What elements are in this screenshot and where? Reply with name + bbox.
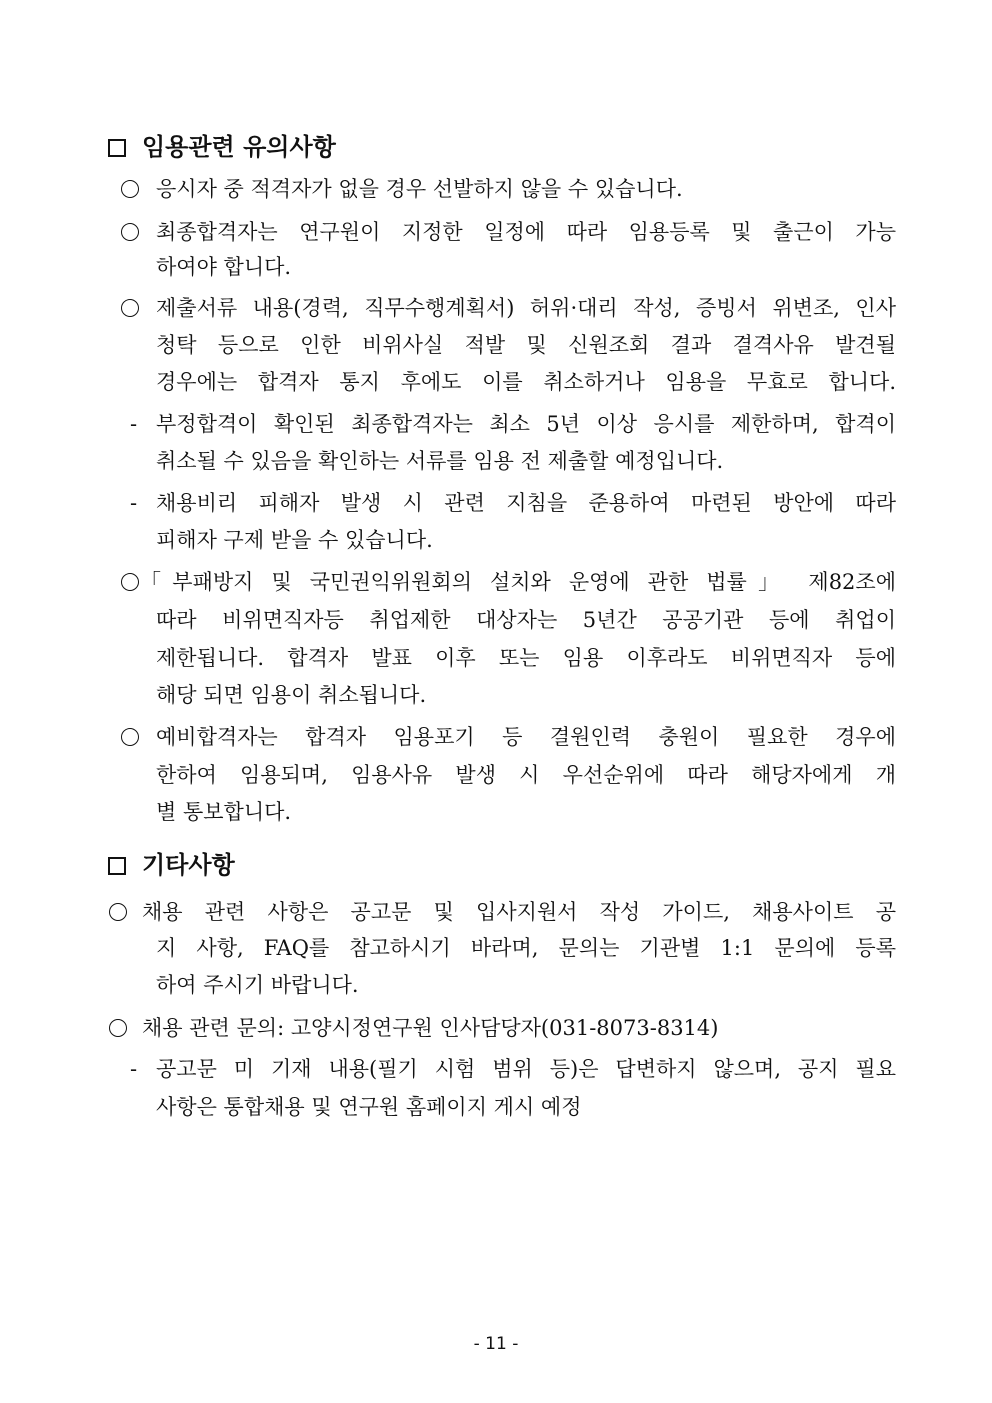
item-line: 채용 관련 사항은 공고문 및 입사지원서 작성 가이드, 채용사이트 공 <box>142 900 896 924</box>
dash-bullet: - <box>130 491 138 515</box>
item-line: 해당 되면 임용이 취소됩니다. <box>156 683 427 707</box>
item-line: 하여야 합니다. <box>156 255 292 279</box>
section-heading-other-matters <box>108 850 235 880</box>
circle-bullet-icon <box>121 223 139 241</box>
item-line: 경우에는 합격자 통지 후에도 이를 취소하거나 임용을 무효로 합니다. <box>156 370 896 394</box>
item-line: 청탁 등으로 인한 비위사실 적발 및 신원조회 결과 결격사유 발견될 <box>156 333 896 357</box>
item-line: 취소될 수 있음을 확인하는 서류를 임용 전 제출할 예정입니다. <box>156 449 724 473</box>
item-line: 응시자 중 적격자가 없을 경우 선발하지 않을 수 있습니다. <box>156 177 683 201</box>
item-line: 별 통보합니다. <box>156 800 292 824</box>
item-line: 예비합격자는 합격자 임용포기 등 결원인력 충원이 필요한 경우에 <box>156 725 896 749</box>
checkbox-square-icon <box>108 857 126 875</box>
dash-bullet: - <box>130 1057 138 1081</box>
circle-bullet-icon <box>109 1019 127 1037</box>
item-line: 부정합격이 확인된 최종합격자는 최소 5년 이상 응시를 제한하며, 합격이 <box>156 412 896 436</box>
checkbox-square-icon <box>108 139 126 157</box>
circle-bullet-icon <box>121 728 139 746</box>
item-line: 공고문 미 기재 내용(필기 시험 범위 등)은 답변하지 않으며, 공지 필요 <box>156 1057 896 1081</box>
circle-bullet-icon <box>121 180 139 198</box>
item-line: 채용 관련 문의: 고양시정연구원 인사담당자(031-8073-8314) <box>142 1016 719 1040</box>
circle-bullet-icon <box>109 903 127 921</box>
item-line: 제출서류 내용(경력, 직무수행계획서) 허위·대리 작성, 증빙서 위변조, 인사 <box>156 296 896 320</box>
section-heading-appointment-notes <box>108 132 336 162</box>
item-line: 하여 주시기 바랍니다. <box>156 973 359 997</box>
circle-bullet-icon <box>121 299 139 317</box>
item-line: 제한됩니다. 합격자 발표 이후 또는 임용 이후라도 비위면직자 등에 <box>156 646 896 670</box>
item-line: 피해자 구제 받을 수 있습니다. <box>156 528 433 552</box>
section-title: 기타사항 <box>142 851 235 879</box>
item-line: 사항은 통합채용 및 연구원 홈페이지 게시 예정 <box>156 1095 582 1119</box>
item-line: 「부패방지 및 국민권익위원회의 설치와 운영에 관한 법률」 제82조에 <box>140 570 896 594</box>
item-line: 최종합격자는 연구원이 지정한 일정에 따라 임용등록 및 출근이 가능 <box>156 220 896 244</box>
item-line: 한하여 임용되며, 임용사유 발생 시 우선순위에 따라 해당자에게 개 <box>156 763 896 787</box>
item-line: 따라 비위면직자등 취업제한 대상자는 5년간 공공기관 등에 취업이 <box>156 608 896 632</box>
page-number: - 11 - <box>473 1334 519 1354</box>
item-line: 지 사항, FAQ를 참고하시기 바라며, 문의는 기관별 1:1 문의에 등록 <box>156 936 896 960</box>
item-line: 채용비리 피해자 발생 시 관련 지침을 준용하여 마련된 방안에 따라 <box>156 491 896 515</box>
section-title: 임용관련 유의사항 <box>142 133 336 161</box>
dash-bullet: - <box>130 412 138 436</box>
circle-bullet-icon <box>121 573 139 591</box>
